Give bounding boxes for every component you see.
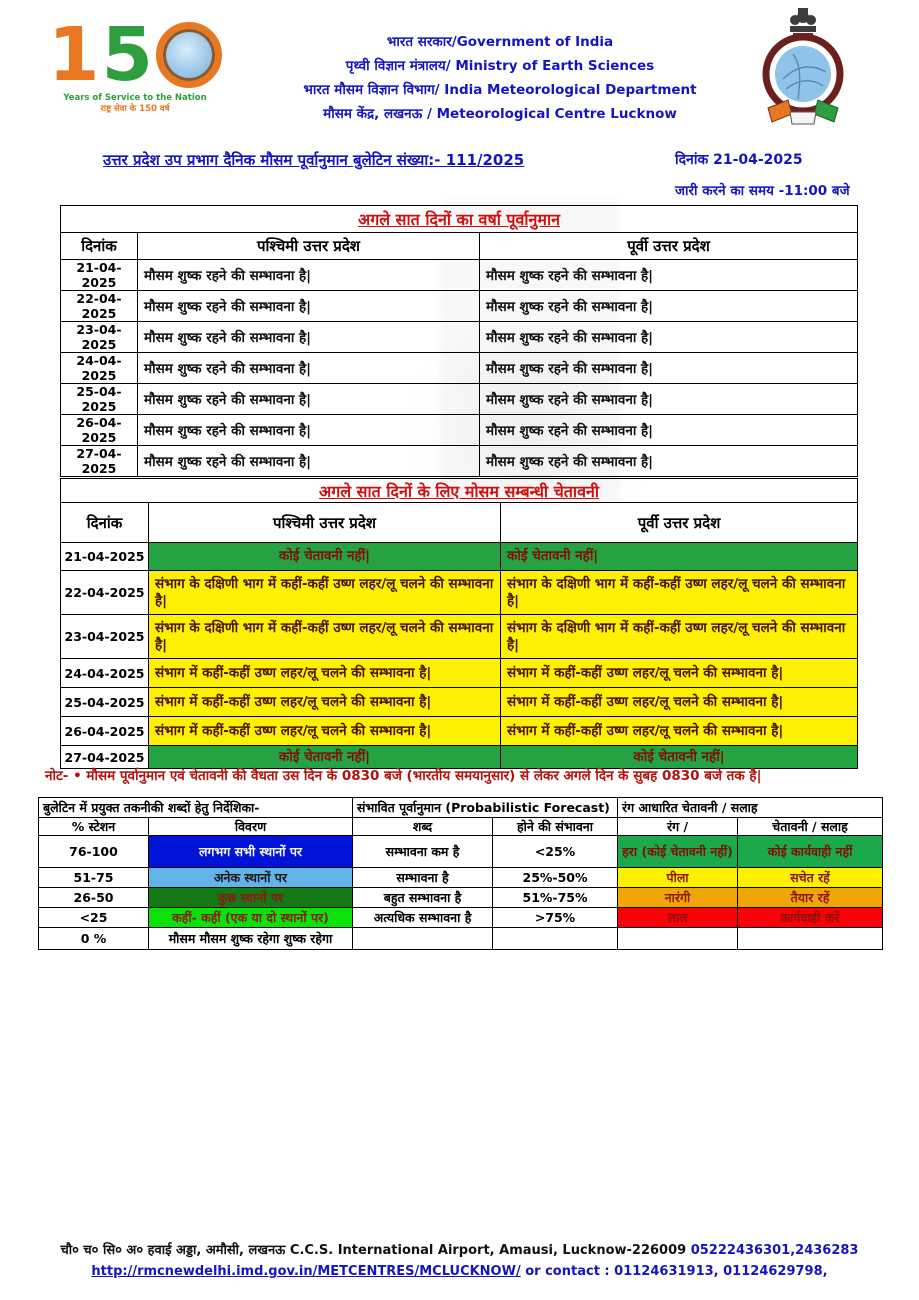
rain-forecast-table bbox=[60, 205, 858, 477]
warning-west-cell: संभाग के दक्षिणी भाग में कहीं-कहीं उष्ण लहर/लू चलने की सम्भावना है| bbox=[149, 615, 501, 659]
warning-east-cell: संभाग में कहीं-कहीं उष्ण लहर/लू चलने की सम्भावना है| bbox=[501, 717, 858, 746]
forecast-west-cell: मौसम शुष्क रहने की सम्भावना है| bbox=[138, 260, 480, 291]
footer-address-en: C.C.S. International Airport, Amausi, Lucknow-226009 bbox=[289, 1243, 687, 1258]
warning-west-cell: संभाग में कहीं-कहीं उष्ण लहर/लू चलने की सम्भावना है| bbox=[149, 659, 501, 688]
legend-group-probabilistic: संभावित पूर्वानुमान (Probabilistic Forecast) bbox=[353, 798, 618, 818]
desc-cell: अनेक स्थानों पर bbox=[149, 868, 353, 888]
weather-warning-table bbox=[60, 478, 858, 769]
table-row bbox=[61, 446, 858, 477]
prob-cell: >75% bbox=[493, 908, 618, 928]
org-header bbox=[240, 30, 760, 126]
forecast-west-cell: मौसम शुष्क रहने की सम्भावना है| bbox=[138, 322, 480, 353]
date-cell: 26-04-2025 bbox=[61, 415, 138, 446]
word-cell bbox=[353, 928, 493, 950]
table-row bbox=[61, 322, 858, 353]
bulletin-date: दिनांक 21-04-2025 bbox=[675, 152, 803, 168]
table-row bbox=[61, 291, 858, 322]
station-pct-cell: 26-50 bbox=[39, 888, 149, 908]
legend-row bbox=[39, 836, 883, 868]
date-cell: 23-04-2025 bbox=[61, 615, 149, 659]
footer bbox=[0, 1240, 919, 1279]
forecast-west-cell: मौसम शुष्क रहने की सम्भावना है| bbox=[138, 446, 480, 477]
legend-group-guide: बुलेटिन में प्रयुक्त तकनीकी शब्दों हेतु निर्देशिका- bbox=[39, 798, 353, 818]
ashoka-capital-icon bbox=[790, 8, 816, 37]
footer-contact-label: or contact : bbox=[525, 1264, 610, 1279]
forecast-east-cell: मौसम शुष्क रहने की सम्भावना है| bbox=[480, 415, 858, 446]
warning-west-cell: संभाग के दक्षिणी भाग में कहीं-कहीं उष्ण लहर/लू चलने की सम्भावना है| bbox=[149, 571, 501, 615]
logo-caption-hi: राष्ट्र सेवा के 150 वर्ष bbox=[100, 104, 170, 114]
table-row bbox=[61, 260, 858, 291]
date-cell: 27-04-2025 bbox=[61, 746, 149, 769]
warning-west-cell: संभाग में कहीं-कहीं उष्ण लहर/लू चलने की सम्भावना है| bbox=[149, 688, 501, 717]
date-cell: 23-04-2025 bbox=[61, 322, 138, 353]
forecast-east-cell: मौसम शुष्क रहने की सम्भावना है| bbox=[480, 446, 858, 477]
forecast-west-cell: मौसम शुष्क रहने की सम्भावना है| bbox=[138, 353, 480, 384]
legend-group-color-warning: रंग आधारित चेतावनी / सलाह bbox=[618, 798, 883, 818]
footer-address-hi: चौ० च० सि० अ० हवाई अड्डा, अमौसी, लखनऊ bbox=[60, 1243, 286, 1258]
warning-east-cell: संभाग के दक्षिणी भाग में कहीं-कहीं उष्ण लहर/लू चलने की सम्भावना है| bbox=[501, 571, 858, 615]
footer-url-link[interactable]: http://rmcnewdelhi.imd.gov.in/METCENTRES/MCLUCKNOW/ bbox=[91, 1264, 521, 1279]
emblem-globe bbox=[775, 46, 831, 102]
prob-cell: 25%-50% bbox=[493, 868, 618, 888]
footer-contact-line bbox=[0, 1264, 919, 1279]
forecast-west-cell: मौसम शुष्क रहने की सम्भावना है| bbox=[138, 384, 480, 415]
date-cell: 26-04-2025 bbox=[61, 717, 149, 746]
desc-cell: कुछ स्थानों पर bbox=[149, 888, 353, 908]
col-header-date: दिनांक bbox=[61, 503, 149, 543]
prob-cell bbox=[493, 928, 618, 950]
table-row bbox=[61, 543, 858, 571]
org-line-imd: भारत मौसम विज्ञान विभाग/ India Meteorological Department bbox=[303, 82, 697, 98]
prob-cell: 51%-75% bbox=[493, 888, 618, 908]
footer-contact-phones: 01124631913, 01124629798, bbox=[614, 1264, 828, 1279]
bulletin-title: उत्तर प्रदेश उप प्रभाग दैनिक मौसम पूर्वानुमान बुलेटिन संख्या:- 111/2025 bbox=[103, 151, 525, 169]
warning-table-title: अगले सात दिनों के लिए मोसम सम्बन्धी चेतावनी bbox=[61, 479, 858, 503]
forecast-east-cell: मौसम शुष्क रहने की सम्भावना है| bbox=[480, 260, 858, 291]
legend-col-word: शब्द bbox=[353, 818, 493, 836]
desc-cell: कहीं- कहीं (एक या दो स्थानों पर) bbox=[149, 908, 353, 928]
col-header-west-up: पश्चिमी उत्तर प्रदेश bbox=[149, 503, 501, 543]
date-cell: 22-04-2025 bbox=[61, 571, 149, 615]
station-pct-cell: 0 % bbox=[39, 928, 149, 950]
color-name-cell bbox=[618, 928, 738, 950]
warning-west-cell: संभाग में कहीं-कहीं उष्ण लहर/लू चलने की सम्भावना है| bbox=[149, 717, 501, 746]
col-header-east-up: पूर्वी उत्तर प्रदेश bbox=[501, 503, 858, 543]
color-name-cell: लाल bbox=[618, 908, 738, 928]
col-header-west-up: पश्चिमी उत्तर प्रदेश bbox=[138, 233, 480, 260]
warning-east-cell: संभाग के दक्षिणी भाग में कहीं-कहीं उष्ण लहर/लू चलने की सम्भावना है| bbox=[501, 615, 858, 659]
warning-east-cell: कोई चेतावनी नहीं| bbox=[501, 543, 858, 571]
warning-east-cell: कोई चेतावनी नहीं| bbox=[501, 746, 858, 769]
legend-row bbox=[39, 888, 883, 908]
warning-east-cell: संभाग में कहीं-कहीं उष्ण लहर/लू चलने की सम्भावना है| bbox=[501, 659, 858, 688]
globe-icon bbox=[156, 22, 222, 88]
warning-east-cell: संभाग में कहीं-कहीं उष्ण लहर/लू चलने की सम्भावना है| bbox=[501, 688, 858, 717]
forecast-east-cell: मौसम शुष्क रहने की सम्भावना है| bbox=[480, 384, 858, 415]
desc-cell: मौसम मौसम शुष्क रहेगा शुष्क रहेगा bbox=[149, 928, 353, 950]
warning-west-cell: कोई चेतावनी नहीं| bbox=[149, 543, 501, 571]
station-pct-cell: <25 bbox=[39, 908, 149, 928]
imd-emblem bbox=[748, 4, 858, 134]
forecast-east-cell: मौसम शुष्क रहने की सम्भावना है| bbox=[480, 322, 858, 353]
logo-caption-en: Years of Service to the Nation bbox=[63, 93, 207, 103]
legend-col-advice: चेतावनी / सलाह bbox=[738, 818, 883, 836]
bulletin-issue-time: जारी करने का समय -11:00 बजे bbox=[675, 183, 850, 199]
station-pct-cell: 51-75 bbox=[39, 868, 149, 888]
table-row bbox=[61, 353, 858, 384]
advice-cell: कार्यवाही करें bbox=[738, 908, 883, 928]
legend-row bbox=[39, 868, 883, 888]
forecast-east-cell: मौसम शुष्क रहने की सम्भावना है| bbox=[480, 291, 858, 322]
word-cell: सम्भावना है bbox=[353, 868, 493, 888]
color-name-cell: हरा (कोई चेतावनी नहीं) bbox=[618, 836, 738, 868]
legend-col-color: रंग / bbox=[618, 818, 738, 836]
word-cell: सम्भावना कम है bbox=[353, 836, 493, 868]
imd-emblem-svg bbox=[748, 4, 858, 134]
org-line-govt: भारत सरकार/Government of India bbox=[386, 34, 614, 50]
color-name-cell: पीला bbox=[618, 868, 738, 888]
date-cell: 25-04-2025 bbox=[61, 688, 149, 717]
org-line-centre: मौसम केंद्र, लखनऊ / Meteorological Centre Lucknow bbox=[323, 106, 677, 122]
logo-digit-1: 1 bbox=[48, 12, 100, 98]
warning-west-cell: कोई चेतावनी नहीं| bbox=[149, 746, 501, 769]
legend-col-prob: होने की संभावना bbox=[493, 818, 618, 836]
footer-address-line bbox=[0, 1240, 919, 1258]
forecast-east-cell: मौसम शुष्क रहने की सम्भावना है| bbox=[480, 353, 858, 384]
desc-cell: लगभग सभी स्थानों पर bbox=[149, 836, 353, 868]
table-row bbox=[61, 571, 858, 615]
advice-cell bbox=[738, 928, 883, 950]
validity-note: नोट- • मौसम पूर्वानुमान एवं चेतावनी की वैधता उस दिन के 0830 बजे (भारतीय समयानुसार) से लेकर अगले दिन के सुबह 0830 बजे तक है| bbox=[45, 768, 762, 784]
legend-table bbox=[38, 797, 883, 950]
table-row bbox=[61, 688, 858, 717]
footer-phone: 05222436301,2436283 bbox=[690, 1243, 859, 1258]
legend-col-station: % स्टेशन bbox=[39, 818, 149, 836]
table-row bbox=[61, 415, 858, 446]
logo-150-years bbox=[45, 12, 225, 114]
org-line-ministry: पृथ्वी विज्ञान मंत्रालय/ Ministry of Earth Sciences bbox=[345, 58, 655, 74]
col-header-date: दिनांक bbox=[61, 233, 138, 260]
advice-cell: कोई कार्यवाही नहीं bbox=[738, 836, 883, 868]
color-name-cell: नारंगी bbox=[618, 888, 738, 908]
forecast-west-cell: मौसम शुष्क रहने की सम्भावना है| bbox=[138, 291, 480, 322]
legend-row bbox=[39, 908, 883, 928]
col-header-east-up: पूर्वी उत्तर प्रदेश bbox=[480, 233, 858, 260]
prob-cell: <25% bbox=[493, 836, 618, 868]
legend-col-desc: विवरण bbox=[149, 818, 353, 836]
advice-cell: तैयार रहें bbox=[738, 888, 883, 908]
table-row bbox=[61, 384, 858, 415]
table-row bbox=[61, 615, 858, 659]
table-row bbox=[61, 659, 858, 688]
date-cell: 24-04-2025 bbox=[61, 659, 149, 688]
date-cell: 22-04-2025 bbox=[61, 291, 138, 322]
date-cell: 27-04-2025 bbox=[61, 446, 138, 477]
table-row bbox=[61, 717, 858, 746]
word-cell: अत्यधिक सम्भावना है bbox=[353, 908, 493, 928]
date-cell: 25-04-2025 bbox=[61, 384, 138, 415]
date-cell: 24-04-2025 bbox=[61, 353, 138, 384]
word-cell: बहुत सम्भावना है bbox=[353, 888, 493, 908]
station-pct-cell: 76-100 bbox=[39, 836, 149, 868]
advice-cell: सचेत रहें bbox=[738, 868, 883, 888]
date-cell: 21-04-2025 bbox=[61, 543, 149, 571]
date-cell: 21-04-2025 bbox=[61, 260, 138, 291]
forecast-west-cell: मौसम शुष्क रहने की सम्भावना है| bbox=[138, 415, 480, 446]
legend-row bbox=[39, 928, 883, 950]
rain-forecast-title: अगले सात दिनों का वर्षा पूर्वानुमान bbox=[61, 206, 858, 233]
logo-digit-5: 5 bbox=[101, 12, 153, 98]
